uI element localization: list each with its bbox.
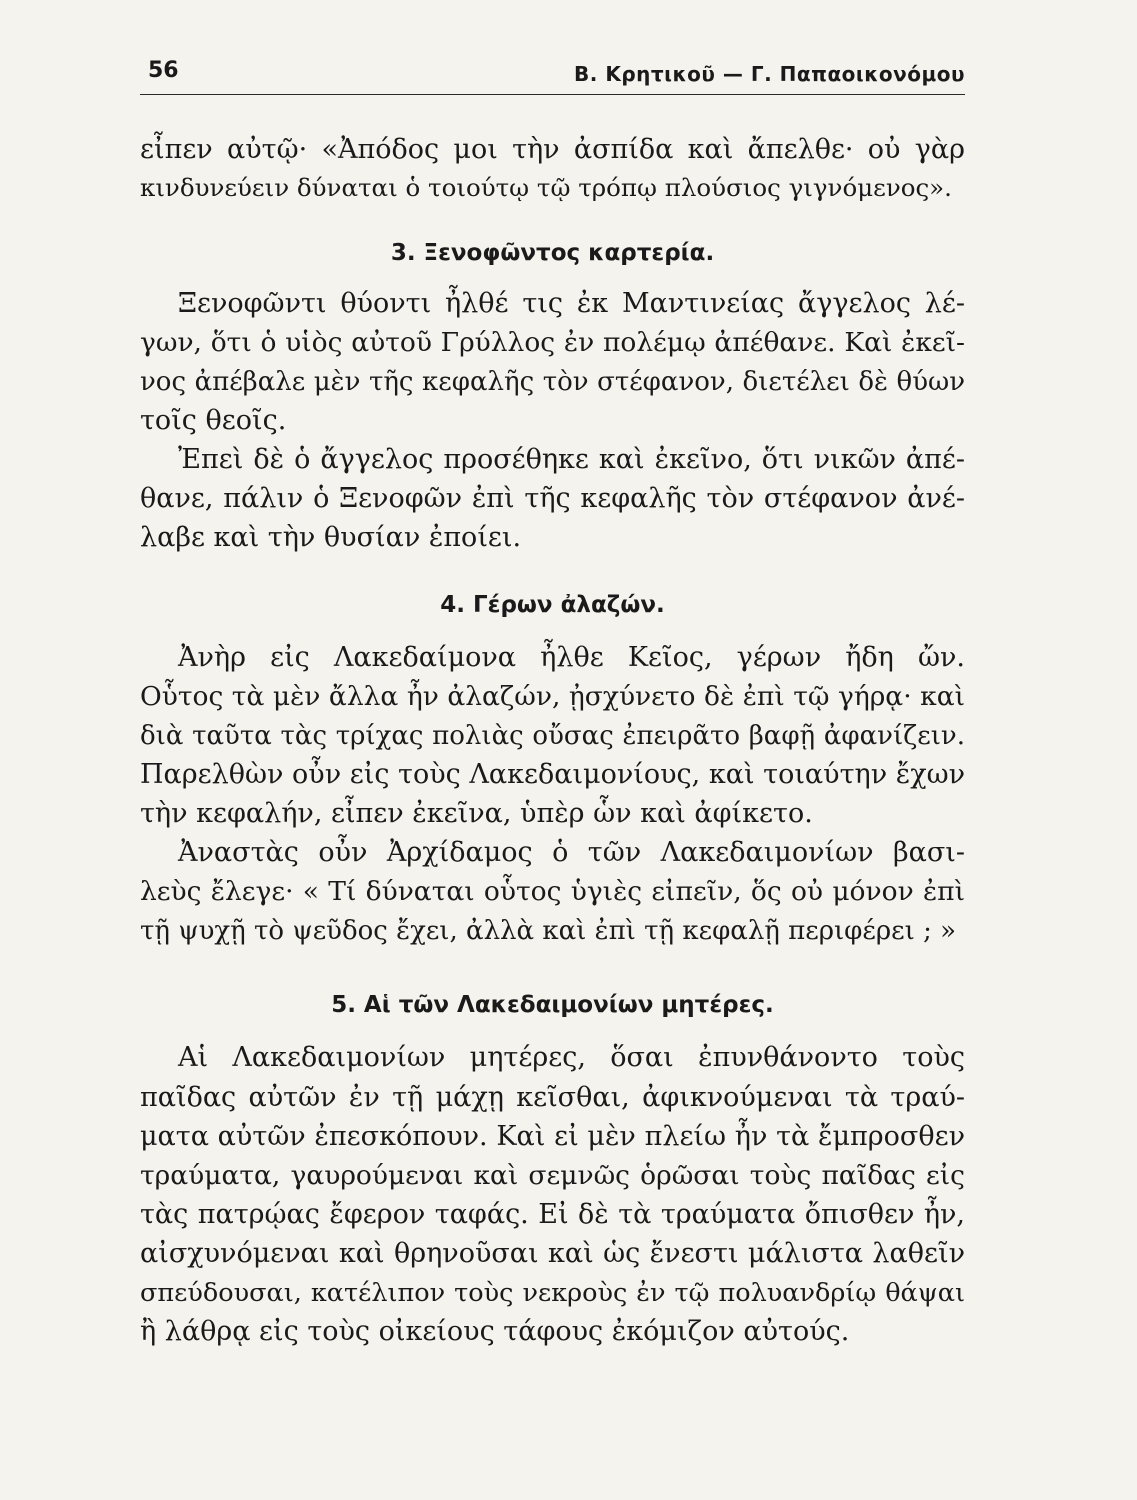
- text-line: κινδυνεύειν δύναται ὁ τοιούτῳ τῷ τρόπῳ πλούσιος γιγνόμενος».: [140, 173, 952, 202]
- text-line: ἢ λάθρᾳ εἰς τοὺς οἰκείους τάφους ἐκόμιζον αὐτούς.: [140, 1316, 850, 1347]
- section-heading: 5. Αἱ τῶν Λακεδαιμονίων μητέρες.: [331, 992, 774, 1018]
- text-line: λεὺς ἔλεγε· « Τί δύναται οὗτος ὑγιὲς εἰπεῖν, ὅς οὐ μόνον ἐπὶ: [140, 876, 965, 907]
- text-line: εἶπεν αὐτῷ· «Ἀπόδος μοι τὴν ἀσπίδα καὶ ἄπελθε· οὐ γὰρ: [140, 134, 965, 165]
- text-line: Ἀνὴρ εἰς Λακεδαίμονα ἦλθε Κεῖος, γέρων ἤδη ὤν.: [178, 642, 965, 673]
- section-heading: 3. Ξενοφῶντος καρτερία.: [390, 240, 715, 266]
- text-line: διὰ ταῦτα τὰς τρίχας πολιὰς οὔσας ἐπειρᾶτο βαφῇ ἀφανίζειν.: [140, 721, 965, 751]
- text-line: λαβε καὶ τὴν θυσίαν ἐποίει.: [140, 522, 522, 553]
- text-line: Παρελθὼν οὖν εἰς τοὺς Λακεδαιμονίους, καὶ τοιαύτην ἔχων: [140, 759, 965, 790]
- running-head: Β. Κρητικοῦ — Γ. Παπαοικονόμου: [574, 62, 965, 86]
- text-line: τῇ ψυχῇ τὸ ψεῦδος ἔχει, ἀλλὰ καὶ ἐπὶ τῇ κεφαλῇ περιφέρει ; »: [140, 916, 957, 946]
- page-header: [140, 58, 965, 95]
- text-line: Οὗτος τὰ μὲν ἄλλα ἦν ἀλαζών, ᾐσχύνετο δὲ ἐπὶ τῷ γήρᾳ· καὶ: [140, 681, 965, 712]
- text-line: παῖδας αὐτῶν ἐν τῇ μάχῃ κεῖσθαι, ἀφικνούμεναι τὰ τραύ-: [140, 1082, 965, 1113]
- text-line: γων, ὅτι ὁ υἱὸς αὐτοῦ Γρύλλος ἐν πολέμῳ ἀπέθανε. Καὶ ἐκεῖ-: [140, 327, 965, 358]
- page-number: 56: [148, 58, 179, 83]
- text-line: αἰσχυνόμεναι καὶ θρηνοῦσαι καὶ ὡς ἔνεστι μάλιστα λαθεῖν: [140, 1238, 965, 1269]
- text-line: Αἱ Λακεδαιμονίων μητέρες, ὅσαι ἐπυνθάνοντο τοὺς: [178, 1042, 965, 1073]
- text-line: θανε, πάλιν ὁ Ξενοφῶν ἐπὶ τῆς κεφαλῆς τὸν στέφανον ἀνέ-: [140, 483, 965, 514]
- text-line: Ξενοφῶντι θύοντι ἦλθέ τις ἐκ Μαντινείας ἄγγελος λέ-: [178, 288, 965, 319]
- text-line: τραύματα, γαυρούμεναι καὶ σεμνῶς ὁρῶσαι τοὺς παῖδας εἰς: [140, 1160, 965, 1191]
- text-line: τὴν κεφαλήν, εἶπεν ἐκεῖνα, ὑπὲρ ὧν καὶ ἀφίκετο.: [140, 798, 813, 829]
- section-heading: 4. Γέρων ἀλαζών.: [440, 592, 665, 618]
- text-line: Ἀναστὰς οὖν Ἀρχίδαμος ὁ τῶν Λακεδαιμονίων βασι-: [178, 837, 965, 868]
- text-line: σπεύδουσαι, κατέλιπον τοὺς νεκροὺς ἐν τῷ πολυανδρίῳ θάψαι: [140, 1278, 965, 1308]
- text-line: Ἐπεὶ δὲ ὁ ἄγγελος προσέθηκε καὶ ἐκεῖνο, ὅτι νικῶν ἀπέ-: [178, 444, 965, 475]
- text-line: ματα αὐτῶν ἐπεσκόπουν. Καὶ εἰ μὲν πλείω ἦν τὰ ἔμπροσθεν: [140, 1121, 965, 1152]
- text-line: τὰς πατρῴας ἔφερον ταφάς. Εἰ δὲ τὰ τραύματα ὄπισθεν ἦν,: [140, 1199, 965, 1230]
- text-line: νος ἀπέβαλε μὲν τῆς κεφαλῆς τὸν στέφανον, διετέλει δὲ θύων: [140, 367, 965, 397]
- text-line: τοῖς θεοῖς.: [140, 405, 287, 436]
